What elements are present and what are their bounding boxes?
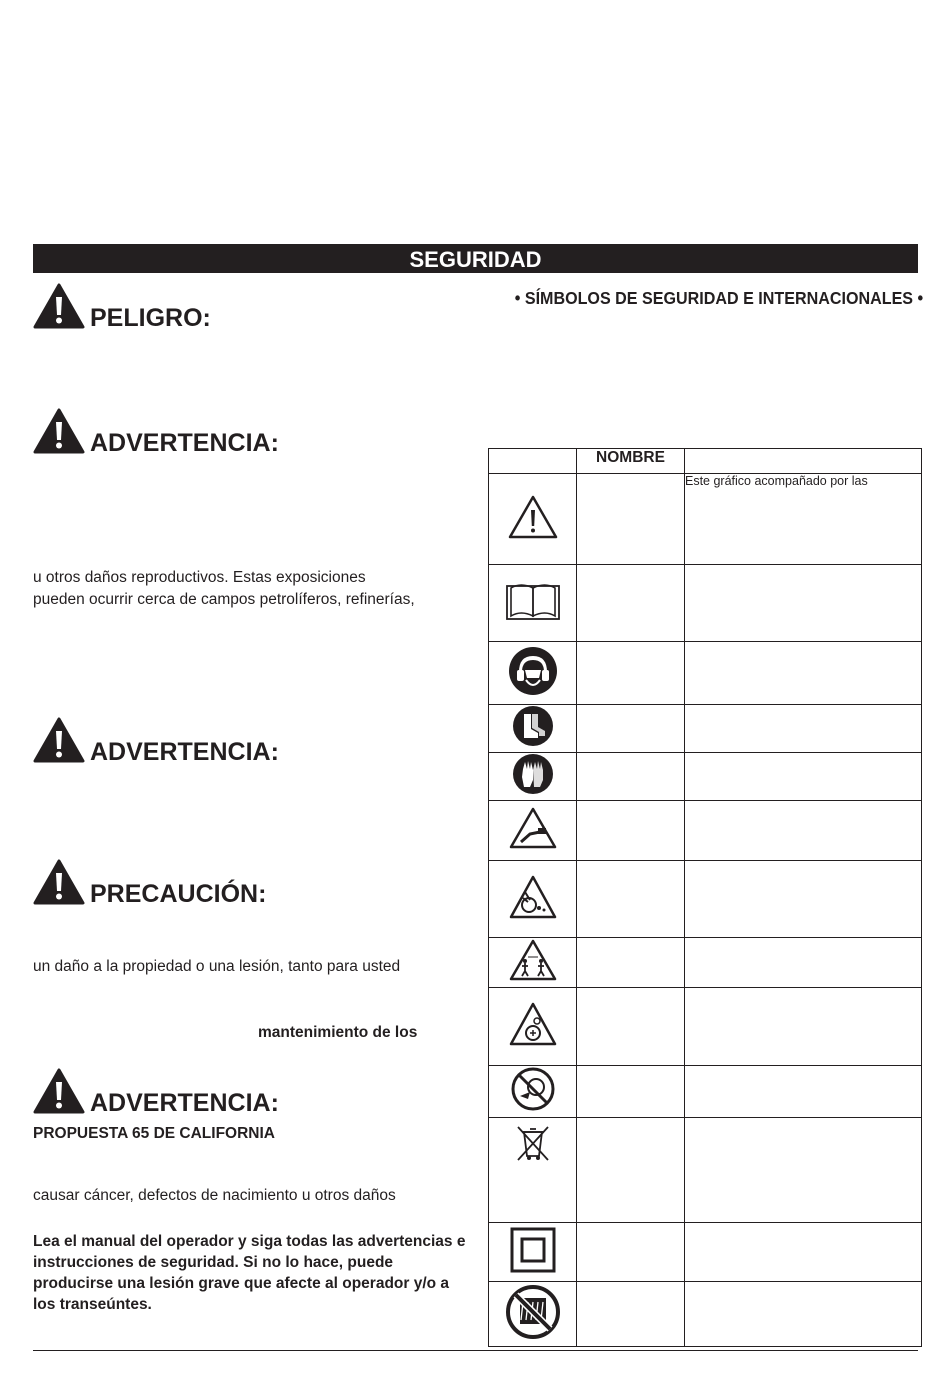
table-row — [489, 1118, 922, 1223]
thrown-objects-icon — [508, 874, 558, 920]
safety-alert-icon — [507, 494, 559, 540]
read-manual-text: Lea el manual del operador y siga todas las advertencias e instrucciones de seguridad. Si no lo hace, puede producirse una lesión grave que afecte al operador y/o a los transeúntes. — [33, 1233, 466, 1313]
prop65-title: PROPUESTA 65 DE CALIFORNIA — [33, 1125, 275, 1142]
caution-heading: PRECAUCIÓN: — [90, 880, 267, 908]
table-row — [489, 1282, 922, 1347]
column-header-name: NOMBRE — [577, 449, 685, 474]
read-manual-icon — [505, 580, 561, 622]
ricochet-icon — [508, 1001, 558, 1047]
warning-triangle-icon — [33, 717, 85, 763]
table-row — [489, 642, 922, 705]
repro-line-1: u otros daños reproductivos. Estas exposiciones — [33, 569, 366, 586]
repro-line-2: pueden ocurrir cerca de campos petrolíferos, refinerías, — [33, 591, 415, 608]
table-row — [489, 988, 922, 1066]
table-row — [489, 565, 922, 642]
gloves-icon — [512, 753, 554, 795]
table-row — [489, 1066, 922, 1118]
maintenance-text: mantenimiento de los — [258, 1024, 418, 1041]
table-row — [489, 705, 922, 753]
table-row — [489, 801, 922, 861]
boots-icon — [512, 705, 554, 747]
eye-ear-protection-icon — [508, 646, 558, 696]
warning-heading: ADVERTENCIA: — [90, 1089, 279, 1117]
cancer-line: causar cáncer, defectos de nacimiento u otros daños — [33, 1187, 396, 1204]
danger-heading: PELIGRO: — [90, 304, 211, 332]
table-row — [489, 1223, 922, 1282]
warning-triangle-icon — [33, 859, 85, 905]
precaution-line: un daño a la propiedad o una lesión, tanto para usted — [33, 958, 401, 975]
warning-triangle-icon — [33, 283, 85, 329]
weee-disposal-icon — [515, 1124, 551, 1162]
table-row — [489, 938, 922, 988]
warning-triangle-icon — [33, 408, 85, 454]
table-row — [489, 753, 922, 801]
double-insulation-icon — [509, 1226, 557, 1274]
no-blade-icon — [510, 1066, 556, 1112]
warning-triangle-icon — [33, 1068, 85, 1114]
symbols-table — [488, 448, 922, 1347]
symbols-title: • SÍMBOLOS DE SEGURIDAD E INTERNACIONALES • — [514, 288, 924, 308]
symbol-description: Este gráfico acompañado por las — [685, 474, 922, 565]
footer-rule — [33, 1350, 918, 1351]
table-row — [489, 474, 922, 565]
table-row — [489, 861, 922, 938]
bystanders-distance-icon — [508, 938, 558, 982]
hot-surface-icon — [508, 806, 558, 850]
warning-heading: ADVERTENCIA: — [90, 429, 279, 457]
section-banner: SEGURIDAD — [33, 244, 918, 273]
warning-heading: ADVERTENCIA: — [90, 738, 279, 766]
no-rain-icon — [505, 1284, 561, 1340]
